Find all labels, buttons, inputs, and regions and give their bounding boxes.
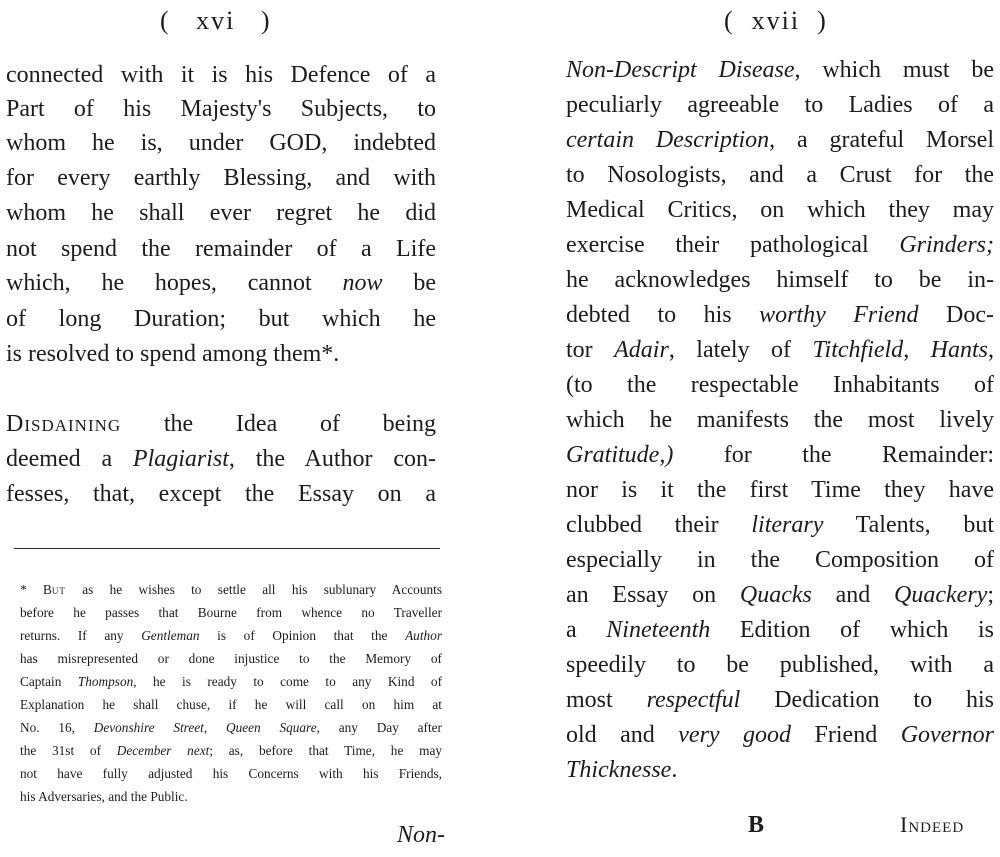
footnote-line: No. 16, Devonshire Street, Queen Square, any Day after — [20, 720, 442, 735]
text-line: Non-Descript Disease, which must be — [566, 57, 994, 83]
text-line: to Nosologists, and a Crust for the — [566, 162, 994, 188]
text-line: fesses, that, except the Essay on a — [6, 481, 436, 507]
page-number: ( xvii ) — [724, 6, 828, 35]
text-line: Thicknesse. — [566, 757, 678, 783]
text-line: especially in the Composition of — [566, 547, 994, 573]
right-page — [560, 0, 1000, 857]
text-line: speedily to be published, with a — [566, 652, 994, 678]
text-line: tor Adair, lately of Titchfield, Hants, — [566, 337, 994, 363]
footnote-line: his Adversaries, and the Public. — [20, 789, 188, 804]
page-number: ( xvi ) — [160, 6, 272, 35]
footnote-line: not have fully adjusted his Concerns with his Friends, — [20, 766, 442, 781]
text-line: clubbed their literary Talents, but — [566, 512, 994, 538]
text-line: (to the respectable Inhabitants of — [566, 372, 994, 398]
footnote-line: has misrepresented or done injustice to the Memory of — [20, 651, 442, 666]
left-page — [0, 0, 470, 857]
text-line: connected with it is his Defence of a — [6, 62, 436, 88]
text-line: whom he shall ever regret he did — [6, 200, 436, 226]
text-line: exercise their pathological Grinders; — [566, 232, 994, 258]
text-line: deemed a Plagiarist, the Author con- — [6, 446, 436, 472]
text-line: debted to his worthy Friend Doc- — [566, 302, 994, 328]
catchword: Indeed — [900, 812, 965, 837]
text-line: is resolved to spend among them*. — [6, 341, 340, 367]
paragraph-start: Disdaining the Idea of being — [6, 411, 436, 437]
text-line: which he manifests the most lively — [566, 407, 994, 433]
footnote-line: the 31st of December next; as, before that Time, he may — [20, 743, 442, 758]
text-line: Gratitude,) for the Remainder: — [566, 442, 994, 468]
footnote-line: returns. If any Gentleman is of Opinion that the Author — [20, 628, 442, 643]
catchword: Non- — [397, 822, 445, 848]
signature-mark: B — [748, 812, 765, 838]
text-line: he acknowledges himself to be in- — [566, 267, 994, 293]
text-line: Part of his Majesty's Subjects, to — [6, 96, 436, 122]
text-line: most respectful Dedication to his — [566, 687, 994, 713]
text-line: of long Duration; but which he — [6, 306, 436, 332]
footnote-line: before he passes that Bourne from whence no Traveller — [20, 605, 442, 620]
footnote-rule — [14, 548, 440, 549]
gutter — [470, 0, 560, 857]
footnote-line: Explanation he shall chuse, if he will call on him at — [20, 697, 442, 712]
text-line: certain Description, a grateful Morsel — [566, 127, 994, 153]
text-line: peculiarly agreeable to Ladies of a — [566, 92, 994, 118]
text-line: an Essay on Quacks and Quackery; — [566, 582, 994, 608]
footnote-line: * But as he wishes to settle all his sublunary Accounts — [20, 582, 442, 597]
text-line: not spend the remainder of a Life — [6, 236, 436, 262]
text-line: for every earthly Blessing, and with — [6, 165, 436, 191]
text-line: which, he hopes, cannot now be — [6, 270, 436, 296]
text-line: nor is it the first Time they have — [566, 477, 994, 503]
text-line: a Nineteenth Edition of which is — [566, 617, 994, 643]
footnote-line: Captain Thompson, he is ready to come to any Kind of — [20, 674, 442, 689]
text-line: Medical Critics, on which they may — [566, 197, 994, 223]
text-line: whom he is, under GOD, indebted — [6, 130, 436, 156]
text-line: old and very good Friend Governor — [566, 722, 995, 748]
